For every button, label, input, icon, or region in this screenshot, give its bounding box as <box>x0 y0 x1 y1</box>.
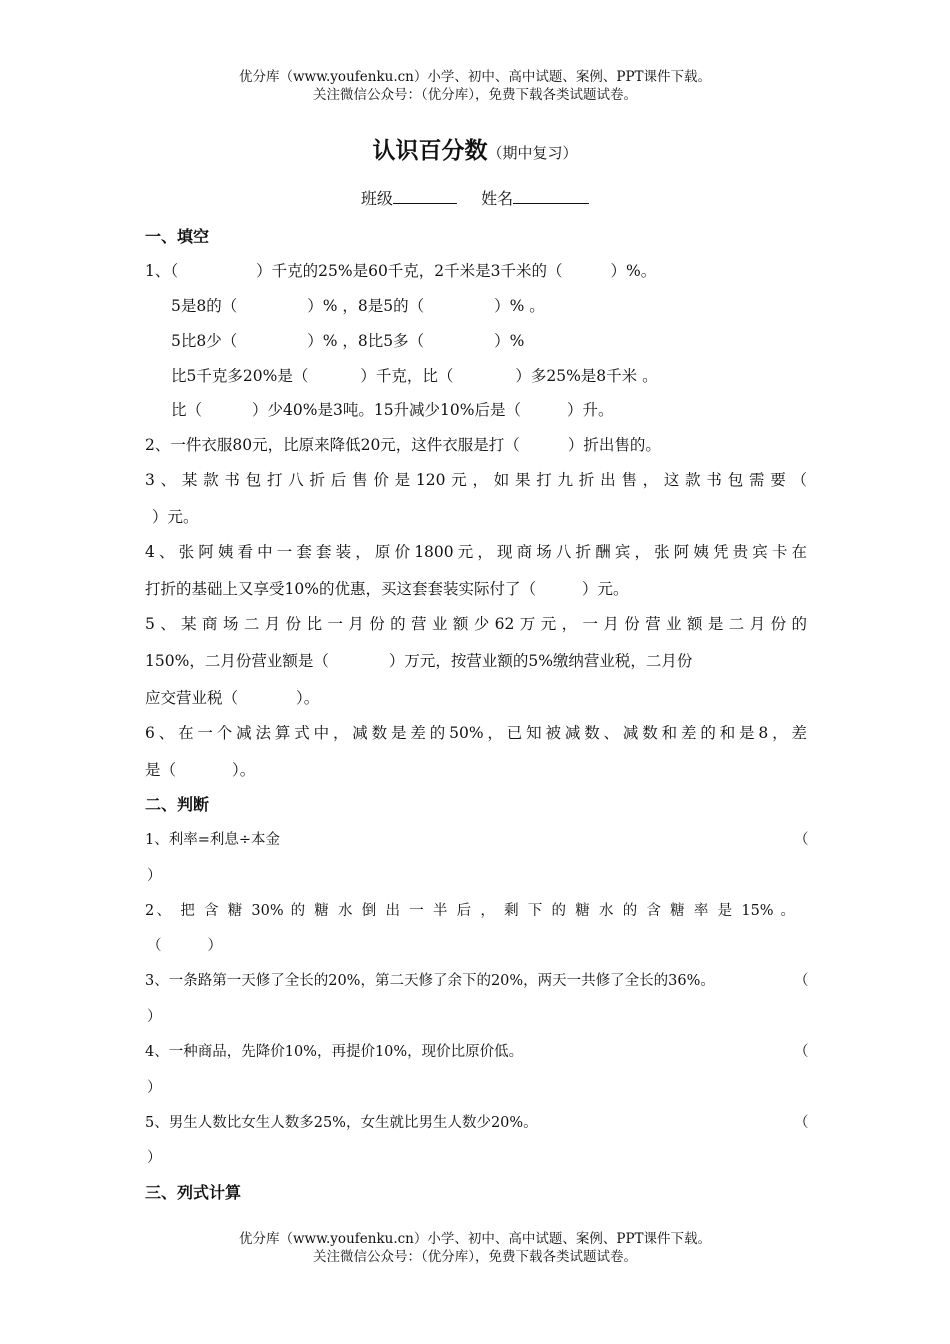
judge-q3-close: ） <box>147 1009 162 1025</box>
fill-q5-line-3: 应交营业税（ ）。 <box>145 689 320 707</box>
fill-q3-line-1: 3、某款书包打八折后售价是120元，如果打九折出售，这款书包需要（ <box>145 471 807 489</box>
judge-q2-brackets[interactable]: （ ） <box>147 938 222 954</box>
judge-q1-close: ） <box>147 868 162 884</box>
page-header <box>0 68 950 104</box>
fill-q4-line-2: 打折的基础上又享受10%的优惠，买这套套装实际付了（ ）元。 <box>145 580 629 598</box>
fill-q5-line-1: 5、某商场二月份比一月份的营业额少62万元，一月份营业额是二月份的 <box>145 615 807 633</box>
title-main: 认识百分数 <box>372 138 488 164</box>
judge-q3-text: 3、一条路第一天修了全长的20%，第二天修了余下的20%，两天一共修了全长的36%。 <box>145 973 715 989</box>
page-title <box>0 132 950 165</box>
fill-q4-line-1: 4、张阿姨看中一套套装，原价1800元，现商场八折酬宾，张阿姨凭贵宾卡在 <box>145 543 807 561</box>
fill-q3-line-2: ）元。 <box>152 508 199 526</box>
header-line-2: 关注微信公众号：（优分库），免费下载各类试题试卷。 <box>313 87 637 103</box>
judge-q2-text: 2、 把 含 糖 30% 的 糖 水 倒 出 一 半 后 ， 剩 下 的 糖 水 的 含 糖 率 是 15% 。 <box>145 903 795 919</box>
fill-q6-line-2: 是（ ）。 <box>145 761 256 779</box>
class-name-line <box>0 186 950 209</box>
section-judge-heading: 二、判断 <box>145 795 210 814</box>
judge-q4-text: 4、一种商品，先降价10%，再提价10%，现价比原价低。 <box>145 1044 524 1060</box>
judge-q4-close: ） <box>147 1080 162 1096</box>
fill-q1-line-c: 5比8少（ ）% ，8比5多（ ）% <box>171 332 525 350</box>
fill-q5-line-2: 150%，二月份营业额是（ ）万元，按营业额的5%缴纳营业税，二月份 <box>145 652 693 670</box>
fill-q1-line-a: 1、（ ）千克的25%是60千克，2千米是3千米的（ ）%。 <box>145 262 657 280</box>
fill-q1-line-b: 5是8的（ ）% ，8是5的（ ）% 。 <box>171 297 545 315</box>
fill-q2: 2、一件衣服80元，比原来降低20元，这件衣服是打（ ）折出售的。 <box>145 436 661 454</box>
judge-q5-close: ） <box>147 1150 162 1166</box>
judge-q5-text: 5、男生人数比女生人数多25%，女生就比男生人数少20%。 <box>145 1115 538 1131</box>
name-blank[interactable] <box>513 189 589 204</box>
judge-q1-text: 1、利率=利息÷本金 <box>145 832 281 848</box>
fill-q6-line-1: 6、在一个减法算式中，减数是差的50%，已知被减数、减数和差的和是8，差 <box>145 724 807 742</box>
class-blank[interactable] <box>393 189 457 204</box>
judge-q1-open[interactable]: （ <box>794 832 809 848</box>
judge-q3-open[interactable]: （ <box>794 973 809 989</box>
footer-line-2: 关注微信公众号：（优分库），免费下载各类试题试卷。 <box>313 1249 637 1265</box>
page-footer <box>0 1230 950 1266</box>
judge-q5-open[interactable]: （ <box>794 1115 809 1131</box>
header-line-1: 优分库（www.youfenku.cn）小学、初中、高中试题、案例、PPT课件下载。 <box>238 69 712 85</box>
section-fill-heading: 一、填空 <box>145 227 210 246</box>
section-calc-heading: 三、列式计算 <box>145 1183 242 1202</box>
fill-q1-line-e: 比（ ）少40%是3吨。15升减少10%后是（ ）升。 <box>171 401 614 419</box>
footer-line-1: 优分库（www.youfenku.cn）小学、初中、高中试题、案例、PPT课件下载。 <box>238 1231 712 1247</box>
class-label: 班级 <box>360 189 393 208</box>
judge-q4-open[interactable]: （ <box>794 1044 809 1060</box>
title-sub: （期中复习） <box>487 144 578 162</box>
fill-q1-line-d: 比5千克多20%是（ ）千克，比（ ）多25%是8千米 。 <box>171 367 658 385</box>
name-label: 姓名 <box>481 189 514 208</box>
